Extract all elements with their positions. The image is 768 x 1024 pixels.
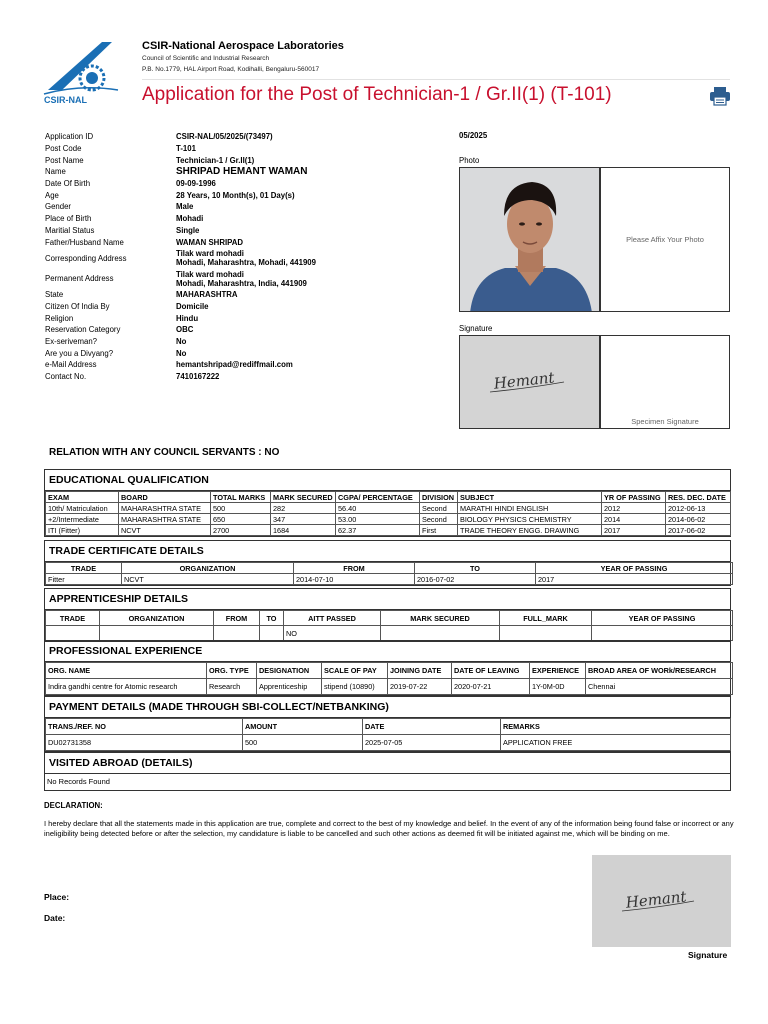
info-row (45, 236, 316, 248)
table-header: BOARD (119, 492, 211, 503)
photo-label: Photo (459, 156, 480, 165)
applicant-signature (459, 335, 600, 429)
table-cell: 650 (211, 514, 271, 525)
info-label: Father/Husband Name (45, 237, 124, 247)
info-value: WAMAN SHRIPAD (176, 237, 243, 247)
table-header: DATE (363, 719, 501, 735)
table-cell: 282 (271, 503, 336, 514)
info-row (45, 189, 316, 201)
table-header: EXAM (46, 492, 119, 503)
specimen-signature-label: Specimen Signature (631, 417, 699, 426)
table-cell: 500 (243, 735, 363, 751)
info-value: Domicile (176, 301, 209, 311)
table-cell: 2012 (602, 503, 666, 514)
table-header: ORGANIZATION (100, 611, 214, 626)
experience-table (45, 662, 733, 695)
payment-table (45, 718, 731, 751)
table-cell: 56.40 (336, 503, 420, 514)
info-label: Name (45, 167, 66, 177)
csir-nal-logo (40, 40, 120, 111)
info-value: Single (176, 225, 200, 235)
info-value: 7410167222 (176, 372, 220, 382)
table-cell: BIOLOGY PHYSICS CHEMISTRY (458, 514, 602, 525)
table-header: ORG. TYPE (207, 663, 257, 679)
info-row (45, 225, 316, 237)
table-header: BROAD AREA OF WORk/RESEARCH (586, 663, 733, 679)
table-row (46, 525, 731, 536)
education-section (44, 469, 731, 537)
table-cell (381, 626, 500, 641)
info-row (45, 371, 316, 383)
applicant-details (45, 131, 316, 382)
table-header: AITT PASSED (284, 611, 381, 626)
affix-photo-box (600, 167, 730, 312)
info-label: Corresponding Address (45, 253, 127, 263)
table-header: YEAR OF PASSING (592, 611, 733, 626)
abroad-section (44, 752, 731, 791)
table-header: ORGANIZATION (122, 563, 294, 574)
info-label: Post Name (45, 155, 84, 165)
application-month: 05/2025 (459, 131, 488, 140)
info-value: No (176, 336, 187, 346)
table-cell: +2/Intermediate (46, 514, 119, 525)
signature-label: Signature (459, 324, 493, 333)
table-cell: Apprenticeship (257, 679, 322, 695)
info-value: Hindu (176, 313, 199, 323)
trade-table (45, 562, 733, 585)
info-row (45, 336, 316, 348)
specimen-signature-box (600, 335, 730, 429)
info-row (45, 131, 316, 143)
info-value: CSIR-NAL/05/2025/(73497) (176, 132, 273, 142)
declaration-signature (592, 855, 731, 947)
applicant-photo (459, 167, 600, 312)
abroad-title: VISITED ABROAD (DETAILS) (45, 753, 730, 774)
info-row (45, 178, 316, 190)
table-row (46, 574, 733, 585)
table-cell: 2020-07-21 (452, 679, 530, 695)
table-header: CGPA/ PERCENTAGE (336, 492, 420, 503)
table-cell (500, 626, 592, 641)
table-cell: 2019-07-22 (388, 679, 452, 695)
apprenticeship-section (44, 588, 731, 642)
info-label: Maritial Status (45, 225, 95, 235)
trade-section (44, 540, 731, 586)
info-label: Permanent Address (45, 274, 114, 284)
table-header: YEAR OF PASSING (536, 563, 733, 574)
table-header: MARK SECURED (381, 611, 500, 626)
table-cell (100, 626, 214, 641)
info-value: hemantshripad@rediffmail.com (176, 360, 293, 370)
table-cell (260, 626, 284, 641)
info-label: Date Of Birth (45, 179, 91, 189)
info-label: Gender (45, 202, 72, 212)
table-header: JOINING DATE (388, 663, 452, 679)
trade-title: TRADE CERTIFICATE DETAILS (45, 541, 730, 562)
table-cell: 2017-06-02 (666, 525, 731, 536)
table-header: REMARKS (501, 719, 731, 735)
address-line-2: Mohadi, Maharashtra, India, 441909 (176, 278, 307, 288)
info-label: Application ID (45, 132, 94, 142)
table-header: EXPERIENCE (530, 663, 586, 679)
info-row (45, 201, 316, 213)
table-cell: 2012-06-13 (666, 503, 731, 514)
table-cell: 500 (211, 503, 271, 514)
org-address: P.B. No.1779, HAL Airport Road, Kodihalli, Bengaluru-560017 (142, 66, 320, 73)
table-cell: ITI (Fitter) (46, 525, 119, 536)
info-value: T-101 (176, 144, 196, 154)
table-cell: DU02731358 (46, 735, 243, 751)
table-cell: 2016-07-02 (415, 574, 536, 585)
info-value: MAHARASHTRA (176, 290, 238, 300)
table-row (46, 626, 733, 641)
info-label: Post Code (45, 144, 82, 154)
table-cell: 2014-06-02 (666, 514, 731, 525)
table-header: FULL_MARK (500, 611, 592, 626)
info-value: OBC (176, 325, 194, 335)
header-divider (142, 79, 730, 80)
table-row (46, 503, 731, 514)
table-cell: 53.00 (336, 514, 420, 525)
table-header: AMOUNT (243, 719, 363, 735)
table-cell: TRADE THEORY ENGG. DRAWING (458, 525, 602, 536)
table-cell: Chennai (586, 679, 733, 695)
experience-section (44, 640, 731, 696)
declaration-heading: DECLARATION: (44, 801, 103, 810)
info-label: Ex-seriveman? (45, 336, 97, 346)
table-header: DIVISION (420, 492, 458, 503)
address-line-1: Tilak ward mohadi (176, 249, 244, 259)
info-label: Religion (45, 313, 74, 323)
table-cell: NCVT (122, 574, 294, 585)
info-row (45, 268, 316, 289)
info-row (45, 301, 316, 313)
info-row (45, 324, 316, 336)
table-cell: 2017 (602, 525, 666, 536)
info-label: Reservation Category (45, 325, 121, 335)
info-value: No (176, 348, 187, 358)
table-cell: MARATHI HINDI ENGLISH (458, 503, 602, 514)
info-value: SHRIPAD HEMANT WAMAN (176, 166, 308, 178)
svg-text:CSIR-NAL: CSIR-NAL (44, 95, 87, 105)
table-header: YR OF PASSING (602, 492, 666, 503)
table-cell: NCVT (119, 525, 211, 536)
table-cell: Second (420, 514, 458, 525)
table-cell: 62.37 (336, 525, 420, 536)
table-cell: 2017 (536, 574, 733, 585)
table-cell: Second (420, 503, 458, 514)
table-header: TO (415, 563, 536, 574)
org-name: CSIR-National Aerospace Laboratories (142, 40, 344, 52)
table-header: TO (260, 611, 284, 626)
table-row (46, 735, 731, 751)
table-cell: 2014-07-10 (294, 574, 415, 585)
info-value (176, 270, 307, 288)
experience-title: PROFESSIONAL EXPERIENCE (45, 641, 730, 662)
abroad-text: No Records Found (47, 777, 110, 786)
info-row (45, 248, 316, 269)
table-header: FROM (214, 611, 260, 626)
apprenticeship-table (45, 610, 733, 641)
apprenticeship-title: APPRENTICESHIP DETAILS (45, 589, 730, 610)
info-row (45, 312, 316, 324)
printer-icon[interactable] (709, 86, 731, 111)
info-row (45, 289, 316, 301)
relation-council-servants: RELATION WITH ANY COUNCIL SERVANTS : NO (49, 447, 280, 458)
table-cell: 2700 (211, 525, 271, 536)
info-label: Contact No. (45, 372, 87, 382)
info-row (45, 143, 316, 155)
table-cell: Fitter (46, 574, 122, 585)
page-title: Application for the Post of Technician-1 / Gr.II(1) (T-101) (142, 84, 612, 105)
table-cell (214, 626, 260, 641)
info-label: Age (45, 190, 59, 200)
table-cell (592, 626, 733, 641)
declaration-signature-label: Signature (688, 950, 728, 960)
info-row (45, 359, 316, 371)
payment-section (44, 696, 731, 752)
info-value (176, 249, 316, 267)
table-cell: Research (207, 679, 257, 695)
info-value: Technician-1 / Gr.II(1) (176, 155, 255, 165)
table-cell: First (420, 525, 458, 536)
address-line-1: Tilak ward mohadi (176, 269, 244, 279)
table-cell: 1Y-0M-0D (530, 679, 586, 695)
info-value: 09-09-1996 (176, 179, 216, 189)
table-cell: stipend (10890) (322, 679, 388, 695)
table-cell: 2025-07-05 (363, 735, 501, 751)
info-row (45, 347, 316, 359)
info-label: Place of Birth (45, 214, 92, 224)
table-cell: MAHARASHTRA STATE (119, 503, 211, 514)
table-row (46, 514, 731, 525)
info-row (45, 154, 316, 166)
table-cell (46, 626, 100, 641)
info-row (45, 166, 316, 178)
table-cell: 1684 (271, 525, 336, 536)
table-header: MARK SECURED (271, 492, 336, 503)
declaration-signature-scrawl: Hemant (624, 887, 688, 912)
info-value: 28 Years, 10 Month(s), 01 Day(s) (176, 190, 295, 200)
table-row (46, 679, 733, 695)
org-subtitle: Council of Scientific and Industrial Research (142, 55, 270, 62)
table-cell: 347 (271, 514, 336, 525)
place-label: Place: (44, 892, 70, 902)
table-cell: NO (284, 626, 381, 641)
signature-scrawl: Hemant (492, 368, 556, 393)
table-cell: Indira gandhi centre for Atomic research (46, 679, 207, 695)
table-header: TRADE (46, 611, 100, 626)
payment-title: PAYMENT DETAILS (MADE THROUGH SBI-COLLECT/NETBANKING) (45, 697, 730, 718)
table-header: TRADE (46, 563, 122, 574)
table-header: FROM (294, 563, 415, 574)
info-label: Are you a Divyang? (45, 348, 114, 358)
date-label: Date: (44, 913, 66, 923)
info-label: Citizen Of India By (45, 301, 110, 311)
info-label: State (45, 290, 64, 300)
table-header: DESIGNATION (257, 663, 322, 679)
info-label: e-Mail Address (45, 360, 97, 370)
table-header: SCALE OF PAY (322, 663, 388, 679)
table-header: DATE OF LEAVING (452, 663, 530, 679)
education-table (45, 491, 731, 536)
table-header: TOTAL MARKS (211, 492, 271, 503)
table-header: ORG. NAME (46, 663, 207, 679)
info-value: Mohadi (176, 214, 204, 224)
table-header: SUBJECT (458, 492, 602, 503)
info-value: Male (176, 202, 194, 212)
education-title: EDUCATIONAL QUALIFICATION (45, 470, 730, 491)
table-header: TRANS./REF. NO (46, 719, 243, 735)
info-row (45, 213, 316, 225)
table-cell: APPLICATION FREE (501, 735, 731, 751)
declaration-text: I hereby declare that all the statements made in this application are true, complete and correct to the best of my knowledge and belief. In the event of any of the information being found false or incorrect or any ineligibility being detected before or after the selection, my candidature is liable to be cancelled and such other actions as deemed fit will be initiated against me, which will be binding on me. (44, 819, 734, 838)
table-header: RES. DEC. DATE (666, 492, 731, 503)
table-cell: 2014 (602, 514, 666, 525)
table-cell: 10th/ Matriculation (46, 503, 119, 514)
address-line-2: Mohadi, Maharashtra, Mohadi, 441909 (176, 258, 316, 268)
table-cell: MAHARASHTRA STATE (119, 514, 211, 525)
affix-photo-text: Please Affix Your Photo (626, 235, 704, 244)
